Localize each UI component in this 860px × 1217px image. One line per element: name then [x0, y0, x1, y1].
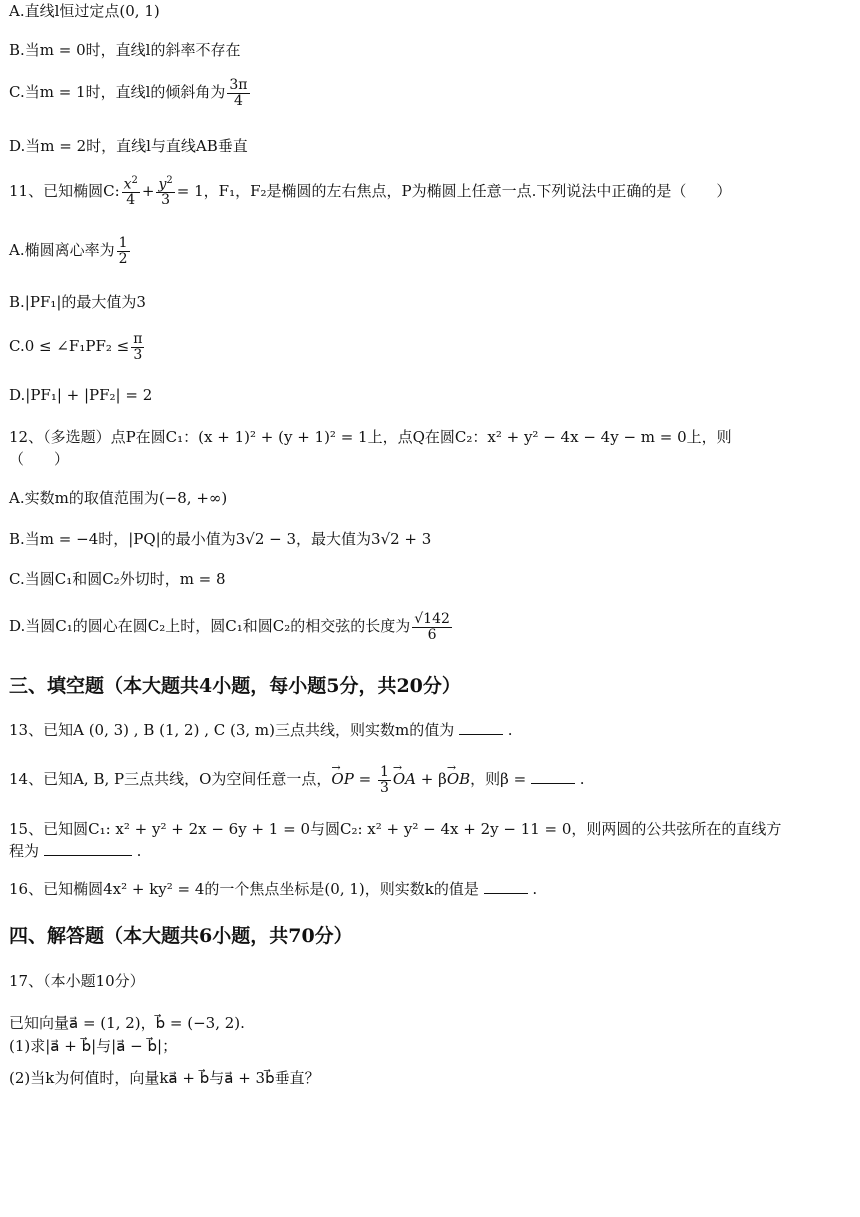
- q17-given: 已知向量a⃗ = (1, 2)，b⃗ = (−3, 2).: [9, 1014, 245, 1032]
- q12-stem-line1: 12、（多选题）点P在圆C₁：(x + 1)² + (y + 1)² = 1上，点Q在圆C₂：x² + y² − 4x − 4y − m = 0上，则: [9, 428, 732, 446]
- fraction-x2-over-4: $\frac{x^2}{4}$: [123, 175, 138, 209]
- answer-blank[interactable]: [484, 879, 528, 894]
- q17-part1: (1)求|a⃗ + b⃗|与|a⃗ − b⃗|；: [9, 1037, 178, 1055]
- q12-stem-line2: （ ）: [9, 450, 70, 468]
- q12-option-b: B.当m = −4时，|PQ|的最小值为3√2 − 3，最大值为3√2 + 3: [9, 530, 432, 548]
- q15-line2: 程为 .: [9, 842, 142, 860]
- q13: 13、已知A (0, 3) , B (1, 2) , C (3, m)三点共线，则实数m的值为 .: [9, 721, 513, 739]
- answer-blank[interactable]: [44, 841, 132, 856]
- answer-blank[interactable]: [531, 769, 575, 784]
- answer-blank[interactable]: [459, 720, 503, 735]
- fraction: $\frac{√142}{6}$: [414, 611, 450, 643]
- q16: 16、已知椭圆4x² + ky² = 4的一个焦点坐标是(0, 1)，则实数k的值是 .: [9, 880, 538, 898]
- q11-option-c: C.0 ≤ ∠F₁PF₂ ≤ $\frac{\pi}{3}$: [9, 331, 143, 363]
- q10-option-c: C.当m = 1时，直线l的倾斜角为 $\frac{3\pi}{4}$: [9, 77, 248, 109]
- q17-header: 17、（本小题10分）: [9, 972, 145, 990]
- q10-option-d: D.当m = 2时，直线l与直线AB垂直: [9, 137, 248, 155]
- fraction: $\frac{1}{2}$: [118, 235, 128, 267]
- fraction: $\frac{\pi}{3}$: [133, 331, 143, 363]
- q14: 14、已知A, B, P三点共线，O为空间任意一点，→ OP = $\frac{1}{3}$ → OA + β→ OB，则β = .: [9, 765, 585, 795]
- fraction: $\frac{1}{3}$: [379, 764, 389, 796]
- q11-option-a: A.椭圆离心率为 $\frac{1}{2}$: [9, 235, 128, 267]
- q12-option-d: D.当圆C₁的圆心在圆C₂上时，圆C₁和圆C₂的相交弦的长度为 $\frac{√142}{6}$: [9, 611, 450, 643]
- section-title-solutions: 四、解答题（本大题共6小题，共70分）: [9, 925, 353, 947]
- q11-stem: 11、已知椭圆C: $\frac{x^2}{4}$ + $\frac{y^2}{3}$ = 1，F₁，F₂是椭圆的左右焦点，P为椭圆上任意一点.下列说法中正确的是（ ）: [9, 175, 732, 209]
- q11-option-b: B.|PF₁|的最大值为3: [9, 293, 146, 311]
- q12-option-c: C.当圆C₁和圆C₂外切时，m = 8: [9, 570, 226, 588]
- q10-option-b: B.当m = 0时，直线l的斜率不存在: [9, 41, 241, 59]
- section-title-fill-in: 三、填空题（本大题共4小题，每小题5分，共20分）: [9, 675, 461, 697]
- q12-option-a: A.实数m的取值范围为(−8, +∞): [9, 489, 228, 507]
- fraction-y2-over-3: $\frac{y^2}{3}$: [158, 175, 173, 209]
- q15-line1: 15、已知圆C₁: x² + y² + 2x − 6y + 1 = 0与圆C₂: x² + y² − 4x + 2y − 11 = 0，则两圆的公共弦所在的直线方: [9, 820, 782, 838]
- q11-option-d: D.|PF₁| + |PF₂| = 2: [9, 386, 153, 404]
- q10-option-a: A.直线l恒过定点(0, 1): [9, 2, 160, 20]
- q17-part2: (2)当k为何值时，向量ka⃗ + b⃗与a⃗ + 3b⃗垂直？: [9, 1069, 320, 1087]
- fraction: $\frac{3\pi}{4}$: [229, 77, 248, 109]
